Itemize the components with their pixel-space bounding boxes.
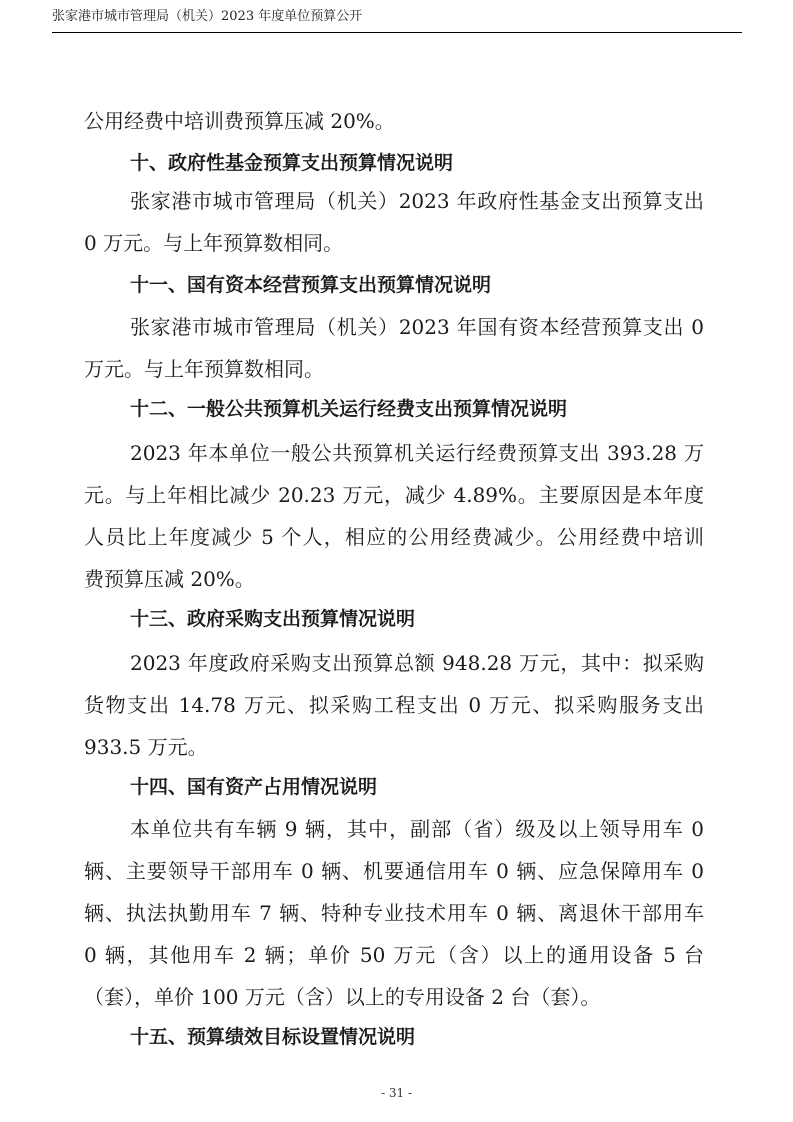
section-heading-10: 十、政府性基金预算支出预算情况说明 [130, 152, 454, 174]
section-heading-12: 十二、一般公共预算机关运行经费支出预算情况说明 [130, 398, 568, 420]
page-header [52, 6, 742, 33]
paragraph-line: 0 辆，其他用车 2 辆；单价 50 万元（含）以上的通用设备 5 台 [84, 943, 704, 967]
paragraph-line: 辆、主要领导干部用车 0 辆、机要通信用车 0 辆、应急保障用车 0 [84, 859, 704, 883]
paragraph-line: 公用经费中培训费预算压减 20%。 [84, 109, 395, 133]
paragraph-line: 人员比上年度减少 5 个人，相应的公用经费减少。公用经费中培训 [84, 525, 704, 549]
paragraph-line: 2023 年度政府采购支出预算总额 948.28 万元，其中：拟采购 [130, 651, 704, 675]
paragraph-line: 张家港市城市管理局（机关）2023 年国有资本经营预算支出 0 [130, 315, 704, 339]
paragraph-line: 辆、执法执勤用车 7 辆、特种专业技术用车 0 辆、离退休干部用车 [84, 901, 704, 925]
paragraph-line: 本单位共有车辆 9 辆，其中，副部（省）级及以上领导用车 0 [130, 817, 704, 841]
paragraph-line: 933.5 万元。 [84, 735, 208, 759]
paragraph-line: 费预算压减 20%。 [84, 567, 255, 591]
section-heading-15: 十五、预算绩效目标设置情况说明 [130, 1026, 416, 1048]
section-heading-11: 十一、国有资本经营预算支出预算情况说明 [130, 274, 492, 296]
paragraph-line: 货物支出 14.78 万元、拟采购工程支出 0 万元、拟采购服务支出 [84, 693, 704, 717]
paragraph-line: 元。与上年相比减少 20.23 万元，减少 4.89%。主要原因是本年度 [84, 483, 704, 507]
paragraph-line: 张家港市城市管理局（机关）2023 年政府性基金支出预算支出 [130, 189, 704, 213]
header-title: 张家港市城市管理局（机关）2023 年度单位预算公开 [52, 9, 363, 24]
paragraph-line: 万元。与上年预算数相同。 [84, 357, 324, 381]
section-heading-14: 十四、国有资产占用情况说明 [130, 776, 378, 798]
paragraph-line: （套），单价 100 万元（含）以上的专用设备 2 台（套）。 [84, 985, 601, 1009]
page-number: - 31 - [380, 1086, 412, 1100]
section-heading-13: 十三、政府采购支出预算情况说明 [130, 608, 416, 630]
paragraph-line: 0 万元。与上年预算数相同。 [84, 231, 344, 255]
paragraph-line: 2023 年本单位一般公共预算机关运行经费预算支出 393.28 万 [130, 441, 704, 465]
